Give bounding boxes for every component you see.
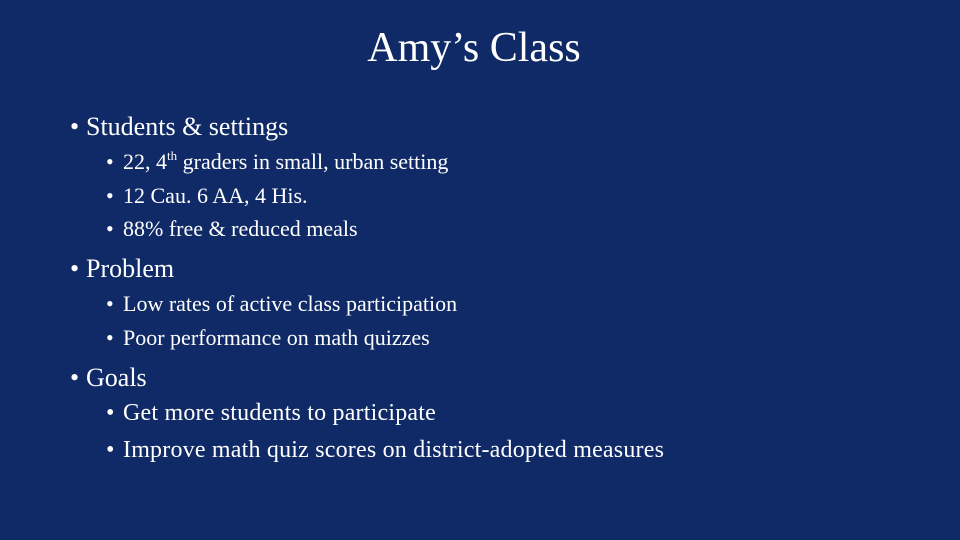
bullet-icon: • [70,112,80,141]
bullet-icon: • [106,183,114,208]
bullet-icon: • [106,216,114,241]
bullet-icon: • [106,149,114,174]
bullet-icon: • [106,325,114,350]
bullet-icon: • [70,363,80,392]
item-text: 12 Cau. 6 AA, 4 His. [123,183,308,208]
bullet-item-demographics [106,182,308,210]
bullet-item-participation [106,290,457,318]
bullet-item-quizzes [106,324,430,352]
bullet-icon: • [106,291,114,316]
bullet-heading-problem [70,253,174,285]
bullet-icon: • [70,254,80,283]
heading-text: Problem [86,254,175,283]
item-text: 88% free & reduced meals [123,216,358,241]
bullet-item-participate [106,398,436,428]
bullet-icon: • [106,437,115,463]
item-text: Poor performance on math quizzes [123,325,430,350]
item-text-pre: 22, 4 [123,149,167,174]
slide-title: Amy’s Class [367,25,581,71]
item-text: Low rates of active class participation [123,291,458,316]
bullet-heading-goals [70,362,147,394]
bullet-heading-students-settings [70,111,288,143]
ordinal-suffix: th [167,148,178,163]
item-text: Improve math quiz scores on district-adopted measures [123,437,665,463]
item-text-post: graders in small, urban setting [177,149,449,174]
bullet-item-grade [106,148,448,176]
heading-text: Students & settings [86,112,289,141]
heading-text: Goals [86,363,147,392]
bullet-item-scores [106,435,664,465]
bullet-icon: • [106,400,115,426]
bullet-item-meals [106,215,358,243]
item-text: Get more students to participate [123,400,436,426]
